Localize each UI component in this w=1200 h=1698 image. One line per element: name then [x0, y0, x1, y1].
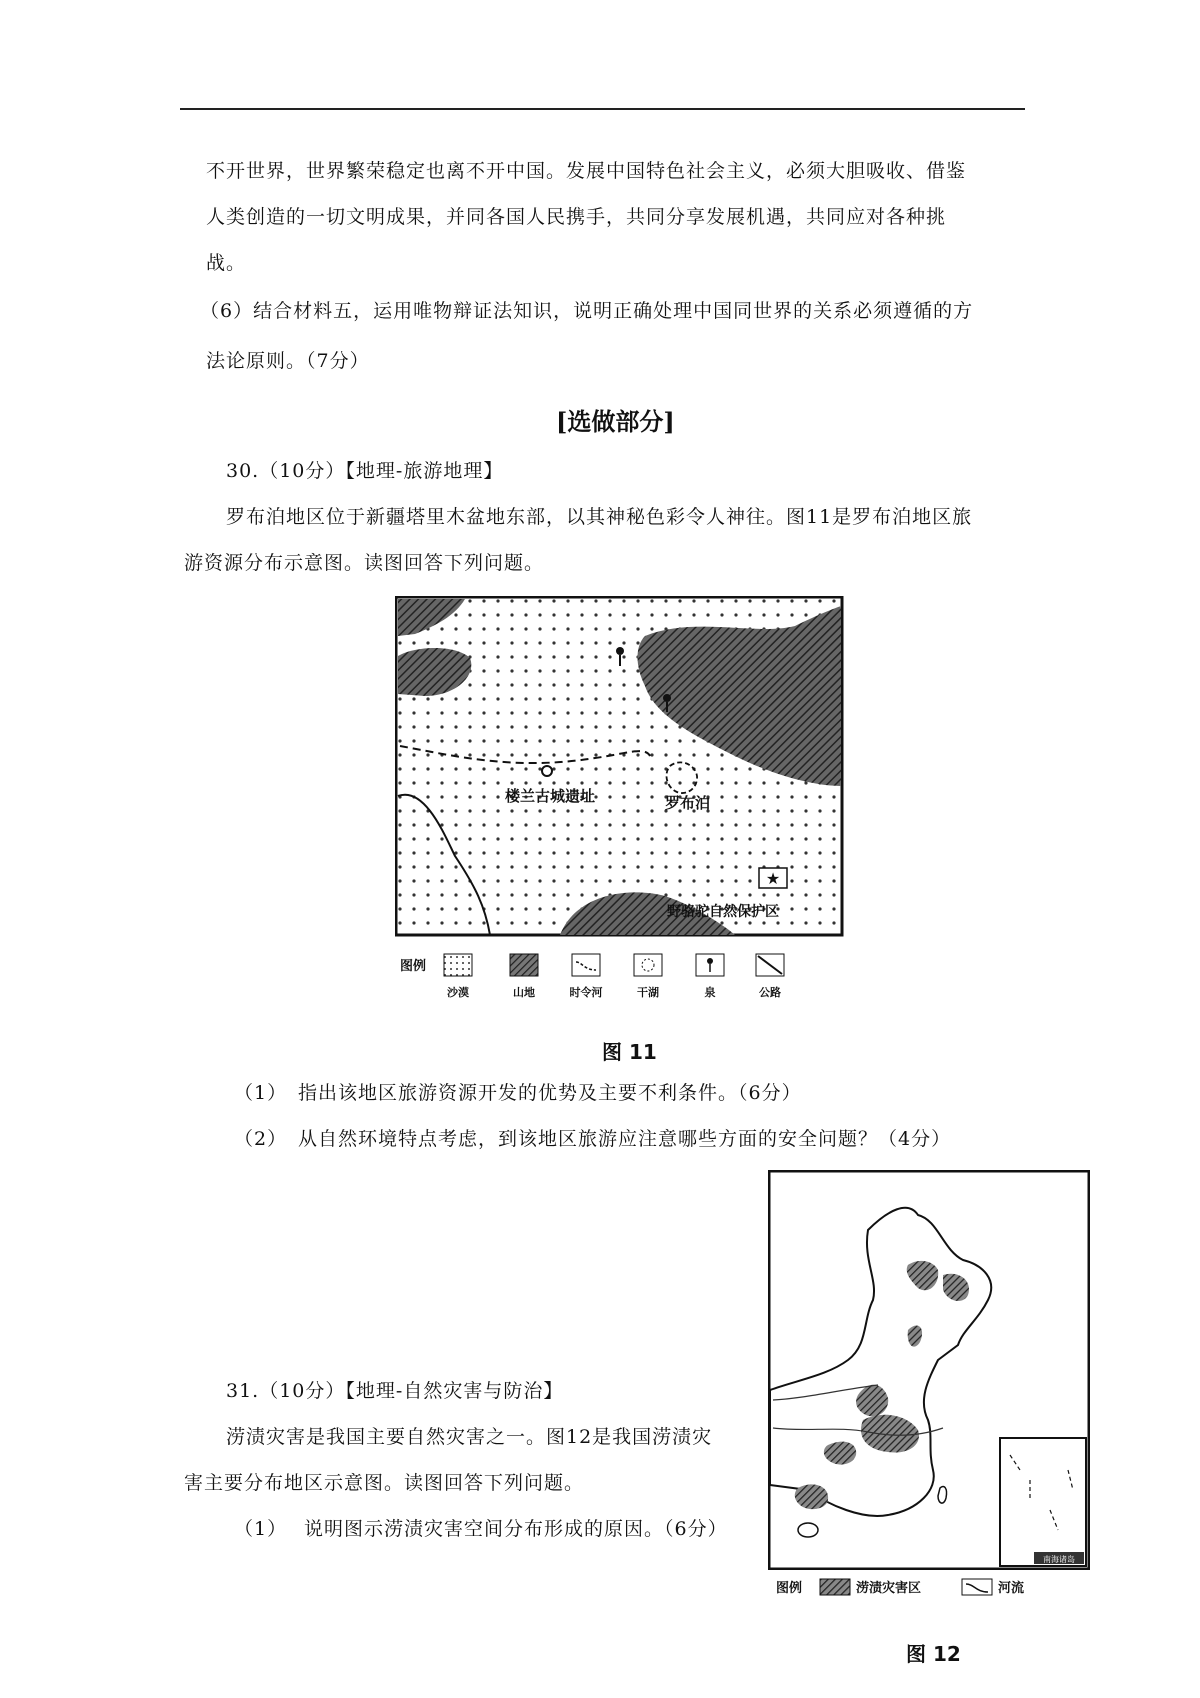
legend-river-icon: [572, 954, 600, 976]
reserve-label: 野骆驼自然保护区: [667, 904, 779, 920]
spring-1: [616, 647, 624, 655]
question-6-cont: 法论原则。（7分）: [206, 350, 370, 372]
svg-text:★: ★: [765, 869, 781, 888]
figure-12-map: [768, 1170, 1090, 1574]
svg-text:沙漠: 沙漠: [447, 986, 469, 999]
svg-text:涝渍灾害区: 涝渍灾害区: [856, 1581, 922, 1596]
q30-2-text: 从自然环境特点考虑，到该地区旅游应注意哪些方面的安全问题？（4分）: [298, 1128, 952, 1150]
q30-intro-2: 游资源分布示意图。读图回答下列问题。: [184, 552, 545, 574]
legend-flood-icon: [820, 1579, 850, 1595]
q30-1-number: （1）: [234, 1082, 288, 1104]
svg-text:山地: 山地: [513, 986, 535, 999]
svg-text:泉: 泉: [704, 986, 716, 999]
legend-desert-icon: [444, 954, 472, 976]
svg-text:时令河: 时令河: [569, 986, 603, 999]
figure-12-caption: 图 12: [906, 1642, 961, 1666]
top-rule: [180, 108, 1025, 110]
q31-1-text: 说明图示涝渍灾害空间分布形成的原因。（6分）: [304, 1518, 728, 1540]
q30-intro-1: 罗布泊地区位于新疆塔里木盆地东部，以其神秘色彩令人神往。图11是罗布泊地区旅: [226, 506, 973, 528]
figure-11-legend: [400, 948, 830, 1008]
text-line-2: 人类创造的一切文明成果，并同各国人民携手，共同分享发展机遇，共同应对各种挑: [206, 206, 947, 228]
city-label: 楼兰古城遗址: [505, 787, 596, 805]
taiwan: [938, 1486, 947, 1503]
q31-1-number: （1）: [234, 1518, 288, 1540]
q31-intro-2: 害主要分布地区示意图。读图回答下列问题。: [184, 1472, 585, 1494]
question-6: （6）结合材料五，运用唯物辩证法知识，说明正确处理中国同世界的关系必须遵循的方: [200, 300, 974, 322]
figure-11-caption: 图 11: [602, 1040, 657, 1064]
lake-label: 罗布泊: [665, 794, 711, 812]
figure-11-map: [395, 596, 845, 942]
figure-12-legend: [776, 1574, 1076, 1606]
q31-intro-1: 涝渍灾害是我国主要自然灾害之一。图12是我国涝渍灾: [226, 1426, 713, 1448]
q31-title: 31.（10分）【地理-自然灾害与防治】: [226, 1380, 564, 1402]
legend-title: 图例: [400, 959, 427, 974]
inset-label: 南海诸岛: [1043, 1555, 1075, 1564]
svg-text:干湖: 干湖: [637, 986, 659, 999]
spring-2: [663, 694, 671, 702]
legend-drylake-icon: [634, 954, 662, 976]
legend-mountain-icon: [510, 954, 538, 976]
legend12-title: 图例: [776, 1581, 803, 1596]
text-line-3: 战。: [206, 252, 247, 274]
q30-title: 30.（10分）【地理-旅游地理】: [226, 460, 504, 482]
svg-text:河流: 河流: [998, 1581, 1025, 1596]
south-sea-inset: [1000, 1438, 1086, 1566]
hainan: [798, 1523, 818, 1537]
svg-text:公路: 公路: [759, 986, 781, 999]
q30-2-number: （2）: [234, 1128, 288, 1150]
q30-1-text: 指出该地区旅游资源开发的优势及主要不利条件。（6分）: [298, 1082, 802, 1104]
section-title: [选做部分]: [556, 407, 675, 436]
text-line-1: 不开世界，世界繁荣稳定也离不开中国。发展中国特色社会主义，必须大胆吸收、借鉴: [206, 160, 967, 182]
